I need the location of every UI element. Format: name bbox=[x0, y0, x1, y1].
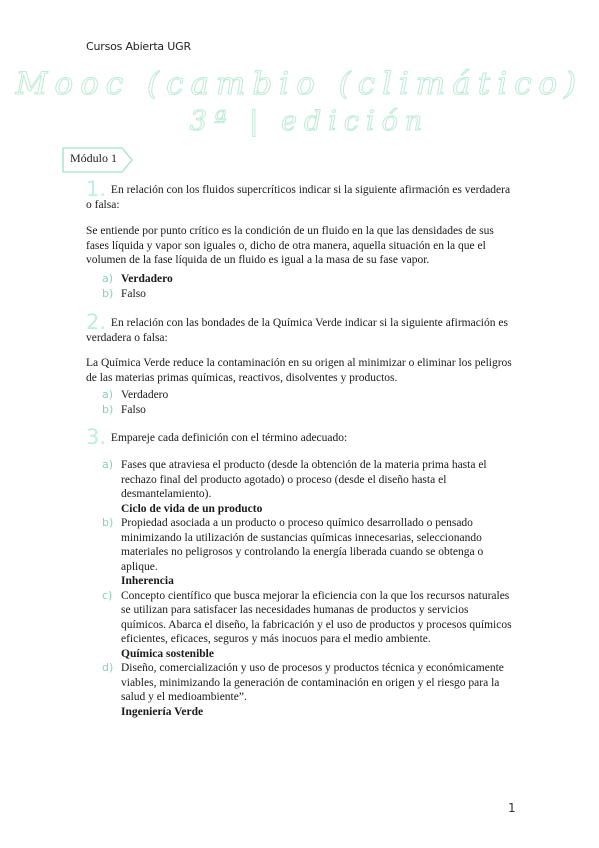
module-label: Módulo 1 bbox=[70, 151, 118, 165]
option-text: Falso bbox=[121, 287, 146, 300]
matched-term[interactable]: Ciclo de vida de un producto bbox=[121, 502, 263, 515]
question-2-prompt bbox=[86, 310, 514, 345]
module-tag bbox=[62, 147, 132, 171]
question-1-options bbox=[102, 272, 512, 301]
matching-item bbox=[102, 589, 512, 662]
matched-term[interactable]: Ingeniería Verde bbox=[121, 705, 204, 718]
question-3-matching bbox=[102, 458, 512, 719]
page-title-line-1: Mooc (cambio (climático) bbox=[15, 66, 584, 102]
option-letter: b) bbox=[102, 402, 114, 416]
definition-text: Diseño, comercialización y uso de procesos y productos técnica y económicamente viables, minimizando la generación de contaminación en origen y el riesgo para la salud y el medioambiente”. bbox=[121, 662, 504, 703]
question-1-statement: Se entiende por punto crítico es la condición de un fluido en la que las densidades de sus fases líquida y vapor son iguales o, dicho de otra manera, aquella situación en la que el volumen de la fase líquida de un fluido es igual a la masa de su fase vapor. bbox=[86, 225, 494, 266]
definition-text: Propiedad asociada a un producto o proceso químico desarrollado o pensado minimizando la utilización de sustancias químicas innecesarias, seleccionando materiales no peligrosos y controlando la energía liberada cuando se obtenga o aplique. bbox=[121, 517, 484, 573]
matching-item bbox=[102, 458, 512, 516]
question-2-options bbox=[102, 388, 512, 417]
question-prompt-text: Empareje cada definición con el término adecuado: bbox=[110, 432, 348, 444]
question-number: 2. bbox=[86, 310, 107, 334]
page-number: 1 bbox=[508, 801, 516, 815]
option-item[interactable] bbox=[102, 287, 512, 302]
matching-item bbox=[102, 516, 512, 589]
question-prompt-text: En relación con las bondades de la Química Verde indicar si la siguiente afirmación es verdadera o falsa: bbox=[86, 317, 508, 344]
option-letter: c) bbox=[102, 588, 113, 602]
option-item[interactable] bbox=[102, 272, 512, 287]
matched-term[interactable]: Inherencia bbox=[121, 575, 174, 587]
option-letter: a) bbox=[102, 458, 114, 471]
question-3-prompt bbox=[86, 425, 514, 449]
option-letter: a) bbox=[102, 388, 114, 401]
option-text: Verdadero bbox=[121, 389, 169, 401]
option-letter: d) bbox=[102, 661, 114, 674]
matched-term[interactable]: Química sostenible bbox=[121, 647, 214, 660]
question-2-statement: La Química Verde reduce la contaminación en su origen al minimizar o eliminar los peligros de las materias primas químicas, reactivos, disolventes y productos. bbox=[86, 357, 512, 384]
option-letter: b) bbox=[102, 516, 114, 529]
definition-text: Fases que atraviesa el producto (desde la obtención de la materia prima hasta el rechazo final del producto agotado) o proceso (desde el diseño hasta el desmantelamiento). bbox=[121, 459, 487, 500]
option-item[interactable] bbox=[102, 403, 512, 418]
question-1-prompt bbox=[86, 177, 514, 212]
definition-text: Concepto científico que busca mejorar la eficiencia con la que los recursos naturales se utilizan para satisfacer las necesidades humanas de productos y servicios químicos. Abarca el diseño, la fabricación y el uso de productos y procesos químicos eficientes, eficaces, seguros y más inocuos para el medio ambiente. bbox=[121, 589, 512, 645]
matching-item bbox=[102, 661, 512, 719]
option-text: Verdadero bbox=[121, 273, 173, 285]
question-prompt-text: En relación con los fluidos supercríticos indicar si la siguiente afirmación es verdadera o falsa: bbox=[86, 184, 511, 211]
option-text: Falso bbox=[121, 403, 146, 416]
question-number: 1. bbox=[86, 177, 107, 201]
option-item[interactable] bbox=[102, 388, 512, 403]
page-title-line-2: 3ª | edición bbox=[189, 106, 430, 137]
option-letter: a) bbox=[102, 272, 114, 285]
option-letter: b) bbox=[102, 286, 114, 300]
question-number: 3. bbox=[86, 425, 107, 449]
source-label: Cursos Abierta UGR bbox=[86, 40, 191, 53]
